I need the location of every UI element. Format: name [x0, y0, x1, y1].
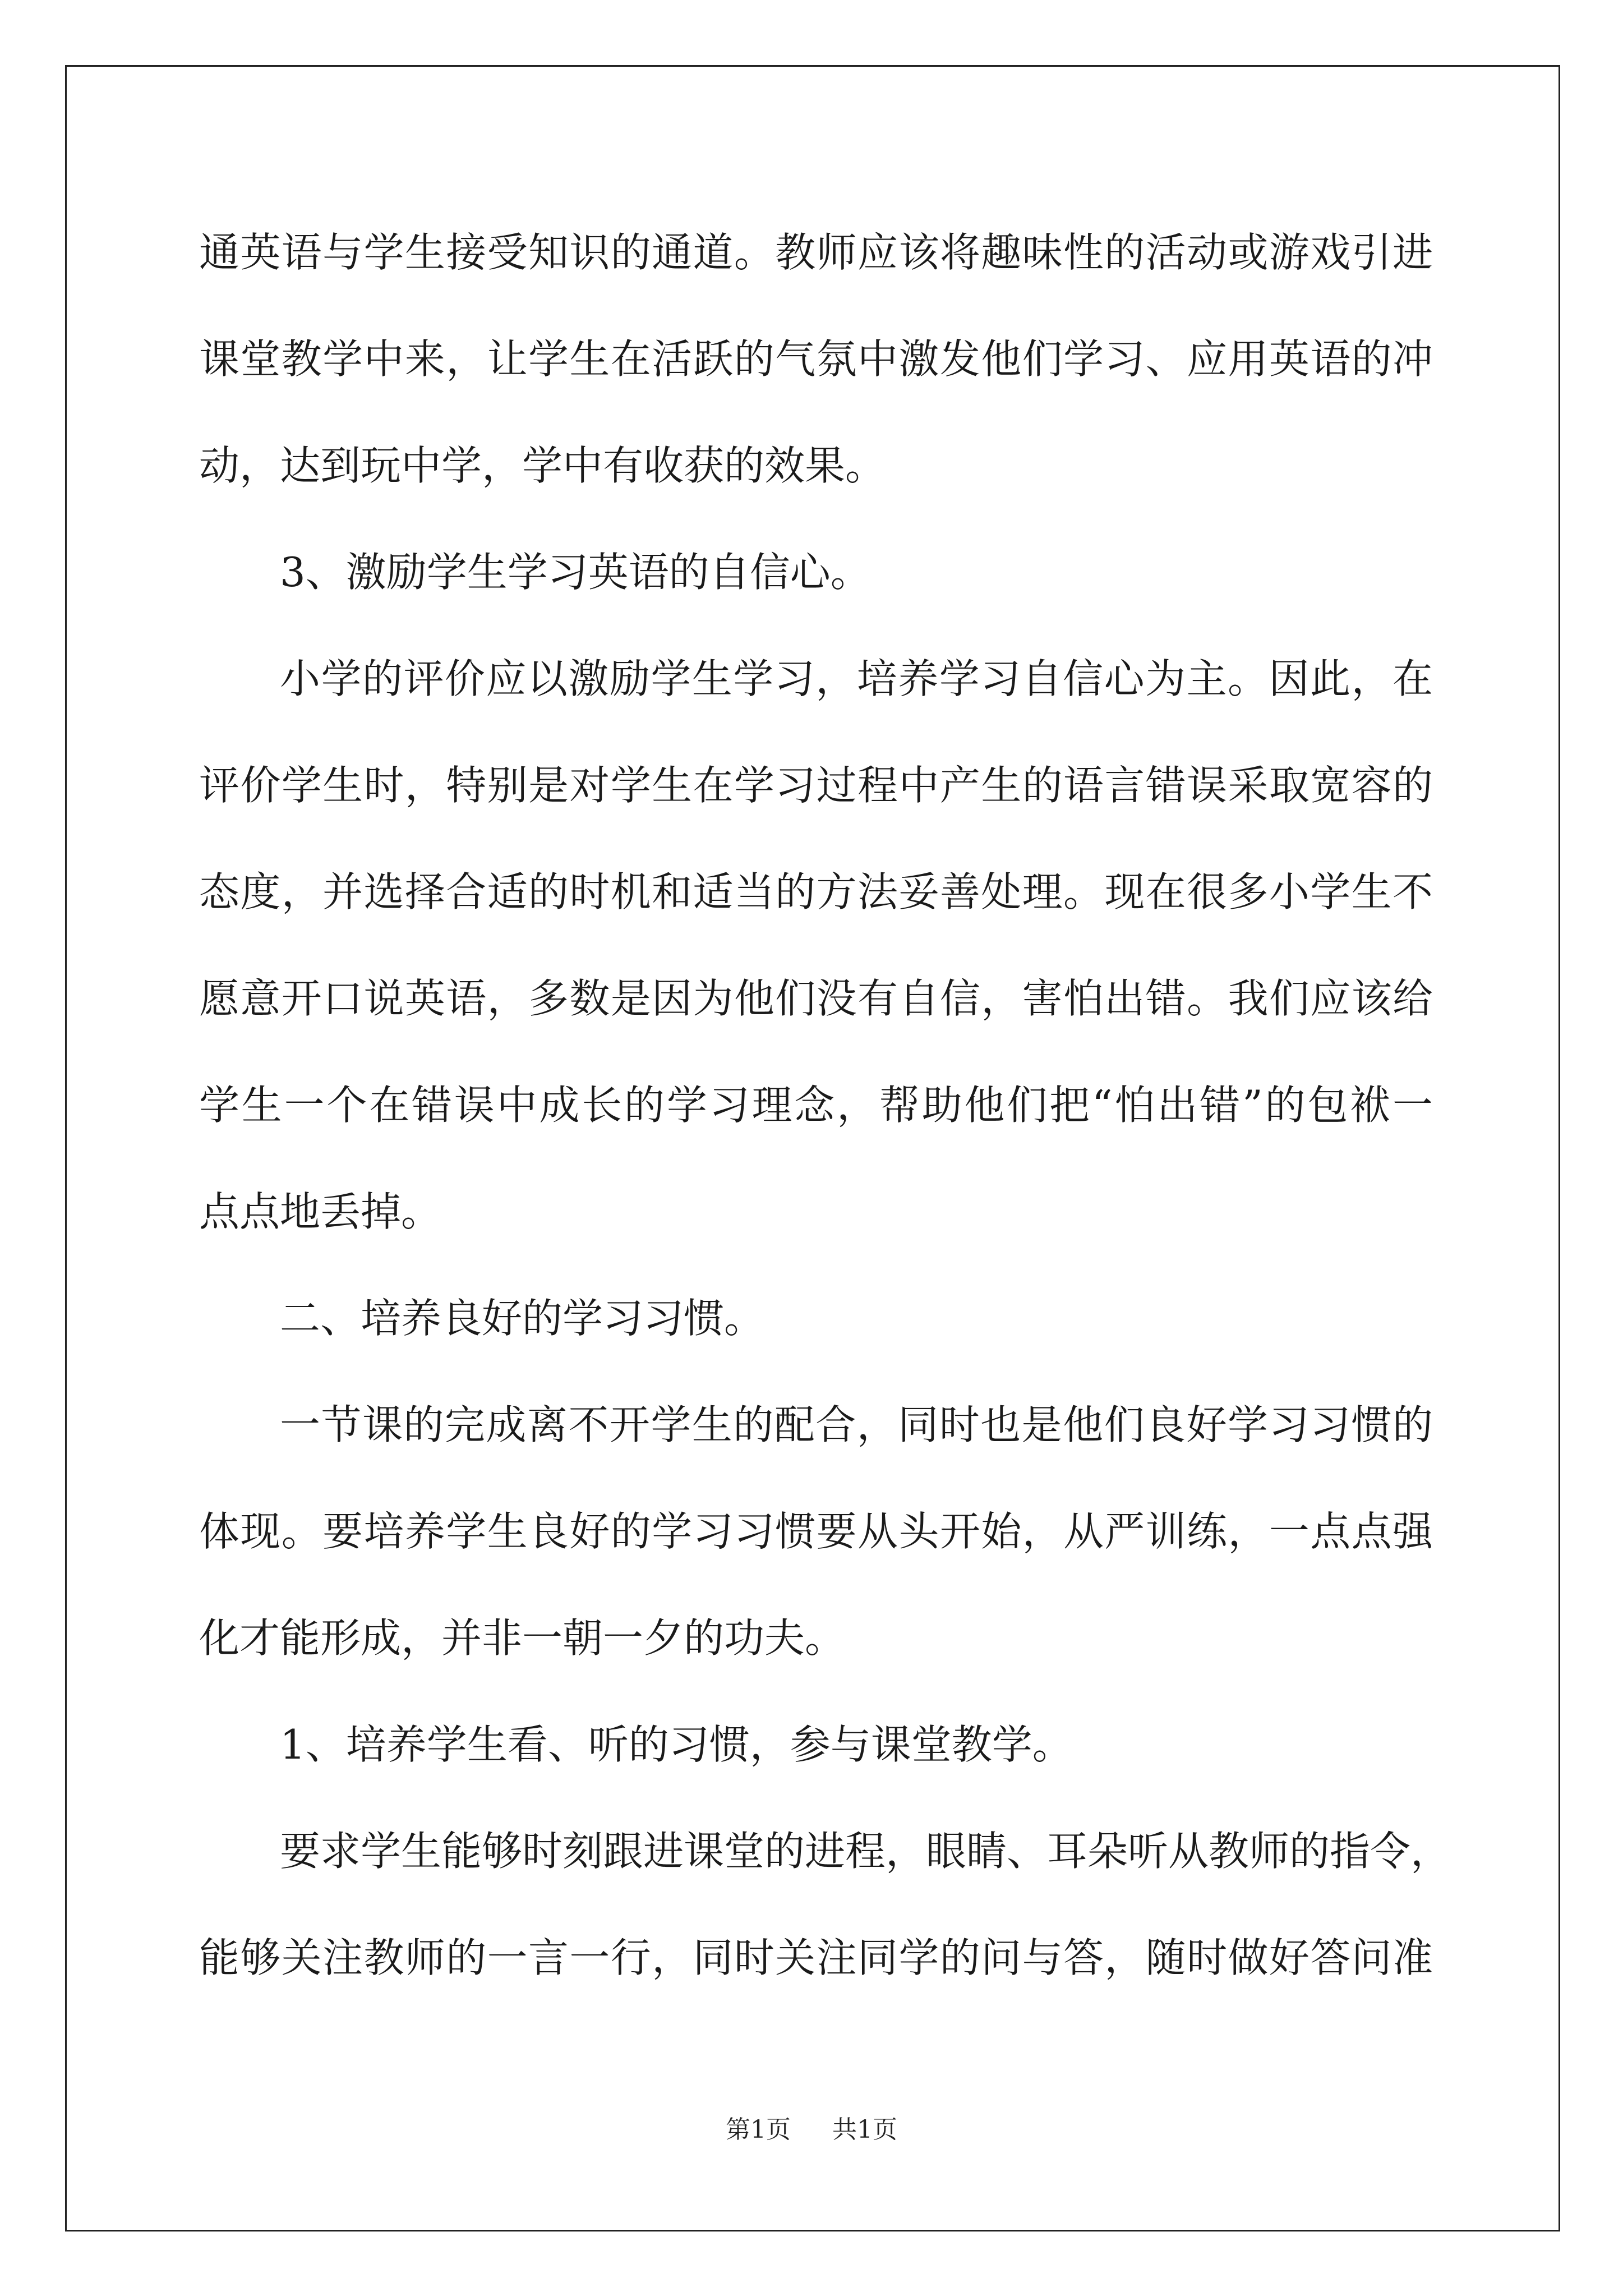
text-line: 化才能形成，并非一朝一夕的功夫。	[199, 1614, 846, 1662]
text-line: 体现。要培养学生良好的学习习惯要从头开始，从严训练，一点点强	[199, 1508, 1433, 1555]
text-line: 态度，并选择合适的时机和适当的方法妥善处理。现在很多小学生不	[199, 868, 1433, 915]
text-line: 一节课的完成离不开学生的配合，同时也是他们良好学习习惯的	[280, 1401, 1433, 1448]
page-total: 共1页	[832, 2115, 897, 2144]
text-line: 课堂教学中来，让学生在活跃的气氛中激发他们学习、应用英语的冲	[199, 335, 1433, 383]
text-line: 3、激励学生学习英语的自信心。	[280, 549, 871, 596]
text-line: 二、培养良好的学习习惯。	[280, 1295, 765, 1342]
text-line: 1、培养学生看、听的习惯，参与课堂教学。	[280, 1721, 1073, 1768]
text-line: 要求学生能够时刻跟进课堂的进程，眼睛、耳朵听从教师的指令，	[280, 1828, 1451, 1875]
text-line: 点点地丢掉。	[199, 1188, 442, 1235]
text-line: 动，达到玩中学，学中有收获的效果。	[199, 442, 886, 489]
text-line: 愿意开口说英语，多数是因为他们没有自信，害怕出错。我们应该给	[199, 975, 1433, 1022]
document-body	[199, 216, 1451, 2028]
page-number: 第1页	[726, 2115, 791, 2144]
text-line: 能够关注教师的一言一行，同时关注同学的问与答，随时做好答问准	[199, 1934, 1433, 1981]
text-line: 评价学生时，特别是对学生在学习过程中产生的语言错误采取宽容的	[199, 762, 1433, 809]
text-line: 学生一个在错误中成长的学习理念，帮助他们把“怕出错”的包袱一	[199, 1082, 1433, 1129]
text-line: 小学的评价应以激励学生学习，培养学习自信心为主。因此，在	[280, 655, 1433, 702]
text-line: 通英语与学生接受知识的通道。教师应该将趣味性的活动或游戏引进	[199, 229, 1433, 276]
page-footer	[0, 2109, 1623, 2145]
